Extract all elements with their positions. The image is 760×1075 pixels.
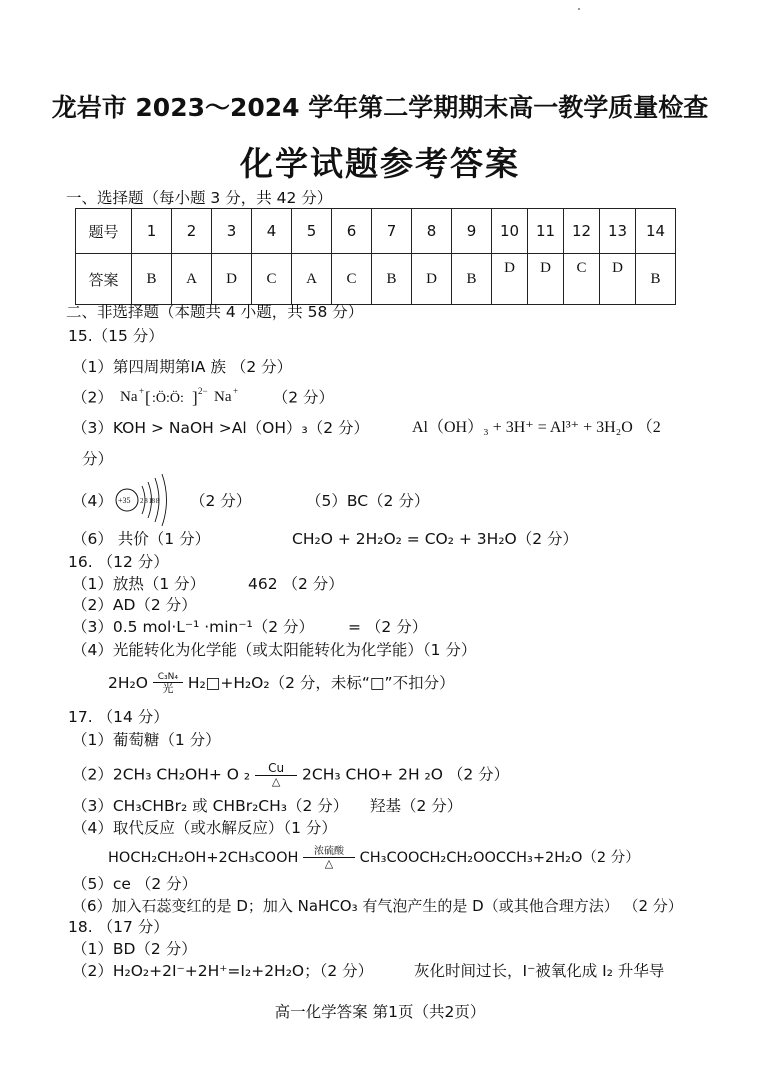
table-cell: 4 bbox=[252, 209, 292, 254]
table-cell: D bbox=[528, 254, 564, 305]
table-cell: B bbox=[636, 254, 676, 305]
q17-answer-2 bbox=[72, 762, 509, 788]
q15-answer-2-label: （2） bbox=[72, 388, 113, 407]
q15-answer-4-label: （4） bbox=[72, 492, 113, 510]
reaction-condition-top: Cu bbox=[268, 761, 285, 775]
exam-title: 龙岩市 2023～2024 学年第二学期期末高一教学质量检查 bbox=[51, 93, 709, 122]
atom-nucleus: +35 bbox=[118, 496, 131, 505]
q15-answer-4-score: （2 分） bbox=[190, 492, 252, 510]
q18-answer-2b: 灰化时间过长，I⁻被氧化成 I₂ 升华导 bbox=[414, 962, 665, 980]
table-cell: 3 bbox=[212, 209, 252, 254]
table-cell: 2 bbox=[172, 209, 212, 254]
q16-equation bbox=[108, 672, 455, 695]
q17-answer-1: （1）葡萄糖（1 分） bbox=[72, 731, 221, 749]
q15-answer-3b: Al（OH）₃ + 3H⁺ = Al³⁺ + 3H₂O （2 bbox=[412, 419, 661, 436]
reaction-condition-bottom: △ bbox=[324, 857, 334, 870]
q15-answer-6a: （6） 共价（1 分） bbox=[72, 530, 211, 548]
svg-text:Na: Na bbox=[213, 389, 232, 405]
svg-text:Na: Na bbox=[119, 389, 138, 405]
q16-eq-left: 2H₂O bbox=[108, 674, 148, 692]
q16-eq-right: H₂□+H₂O₂（2 分，未标“□”不扣分） bbox=[187, 674, 455, 692]
table-cell: 14 bbox=[636, 209, 676, 254]
q15-answer-5: （5）BC（2 分） bbox=[306, 492, 430, 510]
q16-answer-1b: 462 （2 分） bbox=[248, 575, 344, 593]
table-cell: D bbox=[600, 254, 636, 305]
q15-answer-1: （1）第四周期第ⅠA 族 （2 分） bbox=[72, 358, 293, 376]
reaction-arrow-icon bbox=[255, 762, 297, 788]
table-cell: 5 bbox=[292, 209, 332, 254]
reaction-condition-top: C₃N₄ bbox=[157, 672, 178, 682]
q17-answer-3b: 羟基（2 分） bbox=[370, 797, 463, 815]
atom-shells: 2 8 18 8 bbox=[140, 497, 159, 505]
table-cell: 8 bbox=[412, 209, 452, 254]
answer-title: 化学试题参考答案 bbox=[240, 144, 520, 183]
table-cell: 11 bbox=[528, 209, 564, 254]
reaction-condition-bottom: 光 bbox=[162, 682, 174, 695]
table-cell: 1 bbox=[132, 209, 172, 254]
q16-answer-4: （4）光能转化为化学能（或太阳能转化为化学能）（1 分） bbox=[72, 641, 477, 659]
page-footer: 高一化学答案 第1页（共2页） bbox=[274, 1003, 486, 1021]
row-label-answers: 答案 bbox=[76, 254, 132, 305]
table-cell: 13 bbox=[600, 209, 636, 254]
row-label-numbers: 题号 bbox=[76, 209, 132, 254]
reaction-condition-bottom: △ bbox=[271, 775, 281, 788]
q16-answer-1a: （1）放热（1 分） bbox=[72, 575, 206, 593]
table-cell: B bbox=[132, 254, 172, 305]
q17-answer-3a: （3）CH₃CHBr₂ 或 CHBr₂CH₃（2 分） bbox=[72, 797, 349, 815]
table-cell: C bbox=[564, 254, 600, 305]
table-cell: D bbox=[412, 254, 452, 305]
q18-heading: 18. （17 分） bbox=[68, 918, 169, 936]
section2-heading: 二、非选择题（本题共 4 小题，共 58 分） bbox=[66, 303, 364, 321]
q15-answer-2-score: （2 分） bbox=[272, 388, 335, 407]
svg-text:[: [ bbox=[144, 388, 151, 407]
table-cell: 6 bbox=[332, 209, 372, 254]
q17-eq5-right: CH₃COOCH₂CH₂OOCCH₃+2H₂O（2 分） bbox=[359, 850, 640, 866]
q16-answer-2: （2）AD（2 分） bbox=[72, 596, 197, 614]
q17-eq-left: （2）2CH₃ CH₂OH+ O ₂ bbox=[72, 765, 251, 784]
svg-text:]: ] bbox=[191, 388, 198, 407]
table-row-answers bbox=[76, 254, 676, 305]
table-cell: B bbox=[372, 254, 412, 305]
table-row-numbers bbox=[76, 209, 676, 254]
scan-dot bbox=[578, 8, 580, 10]
table-cell: 9 bbox=[452, 209, 492, 254]
q17-answer-4: （4）取代反应（或水解反应）（1 分） bbox=[72, 819, 337, 837]
q15-heading: 15.（15 分） bbox=[68, 327, 164, 345]
svg-text:+: + bbox=[138, 387, 144, 396]
q16-answer-3b: = （2 分） bbox=[348, 618, 428, 636]
table-cell: D bbox=[212, 254, 252, 305]
q17-eq5-left: HOCH₂CH₂OH+2CH₃COOH bbox=[108, 850, 299, 866]
table-cell: B bbox=[452, 254, 492, 305]
q17-eq-right: 2CH₃ CHO+ 2H ₂O （2 分） bbox=[302, 765, 510, 784]
q16-answer-3a: （3）0.5 mol·L⁻¹ ·min⁻¹（2 分） bbox=[72, 618, 315, 636]
q18-answer-2a: （2）H₂O₂+2I⁻+2H⁺=I₂+2H₂O；（2 分） bbox=[72, 962, 374, 980]
reaction-condition-top: 浓硫酸 bbox=[314, 846, 344, 857]
table-cell: A bbox=[292, 254, 332, 305]
q16-heading: 16. （12 分） bbox=[68, 553, 169, 571]
answer-table bbox=[75, 208, 676, 305]
table-cell: C bbox=[252, 254, 292, 305]
q15-answer-2 bbox=[72, 387, 334, 409]
svg-text:2−: 2− bbox=[197, 387, 208, 396]
table-cell: 7 bbox=[372, 209, 412, 254]
q17-answer-6: （6）加入石蕊变红的是 D；加入 NaHCO₃ 有气泡产生的是 D（或其他合理方法） （2 分） bbox=[72, 897, 683, 915]
svg-text::Ö:Ö:: :Ö:Ö: bbox=[151, 391, 184, 406]
table-cell: A bbox=[172, 254, 212, 305]
q17-heading: 17. （14 分） bbox=[68, 708, 169, 726]
table-cell: C bbox=[332, 254, 372, 305]
q15-answer-3c: 分） bbox=[82, 450, 114, 468]
q17-answer-5: （5）ce （2 分） bbox=[72, 875, 198, 893]
section1-heading: 一、选择题（每小题 3 分，共 42 分） bbox=[66, 189, 333, 207]
reaction-arrow-icon bbox=[153, 672, 183, 695]
svg-text:+: + bbox=[232, 387, 238, 396]
q15-answer-6b: CH₂O + 2H₂O₂ = CO₂ + 3H₂O（2 分） bbox=[292, 530, 579, 548]
q15-answer-3a: （3）KOH > NaOH >Al（OH）₃（2 分） bbox=[72, 419, 370, 437]
table-cell: 12 bbox=[564, 209, 600, 254]
q18-answer-1: （1）BD（2 分） bbox=[72, 940, 197, 958]
table-cell: 10 bbox=[492, 209, 528, 254]
table-cell: D bbox=[492, 254, 528, 305]
q17-equation-5 bbox=[108, 846, 640, 870]
electron-formula-icon bbox=[118, 387, 268, 409]
reaction-arrow-icon bbox=[303, 846, 355, 870]
